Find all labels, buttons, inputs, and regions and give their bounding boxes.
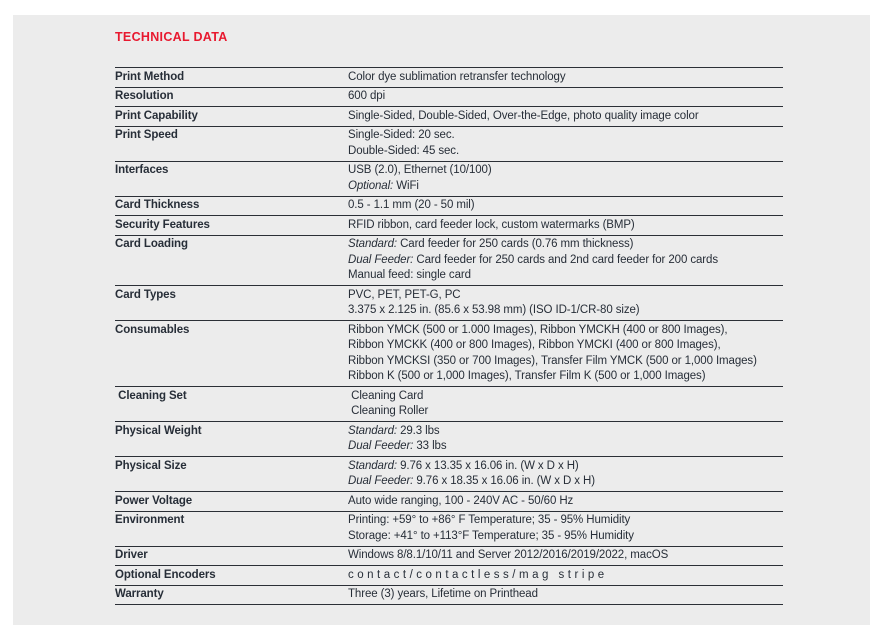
spec-value-segment: Single-Sided, Double-Sided, Over-the-Edge, photo quality image color	[348, 109, 699, 122]
spec-value	[348, 323, 783, 385]
spec-value-line	[348, 587, 783, 603]
table-row	[115, 547, 783, 567]
table-row	[115, 422, 783, 457]
table-row	[115, 127, 783, 162]
spec-value-line	[348, 439, 783, 455]
spec-value-segment: 0.5 - 1.1 mm (20 - 50 mil)	[348, 199, 475, 211]
table-row	[115, 162, 783, 197]
spec-value-line	[348, 548, 783, 564]
spec-label: Security Features	[115, 218, 210, 231]
table-row	[115, 107, 783, 127]
spec-value	[348, 494, 783, 510]
spec-label: Resolution	[115, 90, 174, 102]
table-row	[115, 457, 783, 492]
spec-label: Optional Encoders	[115, 568, 216, 581]
spec-value-line	[348, 144, 783, 160]
spec-value	[348, 513, 783, 544]
spec-value	[348, 128, 783, 159]
spec-value	[348, 389, 783, 420]
spec-value-line	[348, 474, 783, 490]
spec-value-segment: Dual Feeder:	[348, 475, 414, 487]
spec-value-line	[348, 369, 783, 385]
spec-label: Driver	[115, 549, 148, 561]
spec-value-segment: Ribbon K (500 or 1,000 Images), Transfer Film K (500 or 1,000 Images)	[348, 370, 706, 382]
spec-value-segment: Single-Sided: 20 sec.	[348, 129, 455, 141]
spec-value-line	[348, 389, 783, 405]
spec-label: Consumables	[115, 323, 190, 336]
spec-value-line	[348, 568, 783, 584]
table-row	[115, 236, 783, 287]
spec-value-segment: Storage: +41° to +113°F Temperature; 35 - 95% Humidity	[348, 529, 634, 542]
spec-value-line	[348, 303, 783, 319]
spec-label: Physical Size	[115, 459, 187, 472]
spec-value-segment: Standard:	[348, 459, 397, 472]
spec-value-segment: 9.76 x 18.35 x 16.06 in. (W x D x H)	[413, 475, 595, 487]
spec-value-segment: PVC, PET, PET-G, PC	[348, 288, 461, 301]
table-row	[115, 586, 783, 606]
spec-value-line	[348, 404, 783, 420]
spec-value-segment: Manual feed: single card	[348, 269, 471, 281]
spec-value-line	[348, 354, 783, 370]
spec-value-segment: Auto wide ranging, 100 - 240V AC - 50/60 Hz	[348, 494, 574, 507]
spec-value-segment: Dual Feeder:	[348, 440, 414, 452]
spec-value-segment: 3.375 x 2.125 in. (85.6 x 53.98 mm) (ISO ID-1/CR-80 size)	[348, 304, 640, 316]
spec-value	[348, 288, 783, 319]
spec-value-line	[348, 338, 783, 354]
spec-value	[348, 89, 783, 105]
spec-value-line	[348, 494, 783, 510]
spec-value-segment: Ribbon YMCKK (400 or 800 Images), Ribbon YMCKI (400 or 800 Images),	[348, 339, 721, 351]
table-row	[115, 566, 783, 586]
spec-value-segment: Printing: +59° to +86° F Temperature; 35 - 95% Humidity	[348, 514, 631, 526]
table-row	[115, 216, 783, 236]
spec-value-line	[348, 253, 783, 269]
spec-value-segment: 600 dpi	[348, 90, 386, 102]
spec-label: Environment	[115, 514, 185, 526]
spec-value-line	[348, 109, 783, 125]
spec-value	[348, 459, 783, 490]
table-row	[115, 321, 783, 387]
spec-value-line	[348, 89, 783, 105]
spec-value-line	[348, 198, 783, 214]
spec-value-segment: Ribbon YMCK (500 or 1.000 Images), Ribbon YMCKH (400 or 800 Images),	[348, 323, 728, 336]
spec-value-line	[348, 268, 783, 284]
spec-value-line	[348, 128, 783, 144]
spec-value	[348, 198, 783, 214]
table-row	[115, 387, 783, 422]
spec-value-line	[348, 424, 783, 440]
spec-value-line	[348, 70, 783, 86]
spec-value-segment: 33 lbs	[413, 440, 447, 452]
spec-label: Warranty	[115, 588, 164, 600]
spec-value-segment: 9.76 x 13.35 x 16.06 in. (W x D x H)	[396, 459, 579, 472]
spec-value-segment: Cleaning Roller	[348, 405, 429, 417]
table-row	[115, 512, 783, 547]
spec-value-segment: 29.3 lbs	[396, 424, 440, 437]
spec-value	[348, 163, 783, 194]
spec-value-segment: Double-Sided: 45 sec.	[348, 144, 460, 157]
spec-value-segment: Optional:	[348, 179, 394, 192]
spec-value	[348, 109, 783, 125]
spec-value	[348, 70, 783, 86]
table-row	[115, 88, 783, 108]
spec-label: Power Voltage	[115, 494, 193, 507]
spec-value-segment: Card feeder for 250 cards and 2nd card feeder for 200 cards	[413, 253, 718, 266]
spec-value-segment: RFID ribbon, card feeder lock, custom watermarks (BMP)	[348, 218, 635, 231]
spec-value-line	[348, 237, 783, 253]
table-row	[115, 492, 783, 512]
spec-table	[115, 67, 783, 605]
spec-value-line	[348, 529, 783, 545]
spec-value-segment: Three (3) years, Lifetime on Printhead	[348, 588, 538, 600]
spec-label: Cleaning Set	[115, 389, 187, 402]
spec-label: Print Capability	[115, 109, 198, 122]
spec-label: Card Loading	[115, 238, 188, 250]
spec-value	[348, 587, 783, 603]
spec-value-segment: Card feeder for 250 cards (0.76 mm thickness)	[396, 238, 634, 250]
table-row	[115, 286, 783, 321]
spec-value-segment: contact/contactless/mag stripe	[348, 568, 608, 581]
spec-value-segment: Color dye sublimation retransfer technology	[348, 70, 566, 83]
spec-value-segment: Standard:	[348, 424, 397, 437]
spec-value-segment: USB (2.0), Ethernet (10/100)	[348, 164, 492, 176]
content-panel	[13, 15, 870, 625]
spec-value-segment: WiFi	[393, 179, 419, 192]
spec-label: Interfaces	[115, 164, 169, 176]
spec-value	[348, 237, 783, 284]
table-row	[115, 197, 783, 217]
spec-value	[348, 568, 783, 584]
spec-label: Print Speed	[115, 129, 178, 141]
spec-value	[348, 424, 783, 455]
spec-value-line	[348, 218, 783, 234]
spec-label: Card Types	[115, 288, 176, 301]
spec-label: Physical Weight	[115, 424, 202, 437]
spec-value-segment: Cleaning Card	[348, 389, 424, 402]
spec-value	[348, 548, 783, 564]
spec-value-segment: Windows 8/8.1/10/11 and Server 2012/2016/2019/2022, macOS	[348, 549, 669, 561]
page-title: TECHNICAL DATA	[115, 30, 228, 44]
spec-value-line	[348, 179, 783, 195]
spec-label: Card Thickness	[115, 199, 200, 211]
spec-value-segment: Ribbon YMCKSI (350 or 700 Images), Transfer Film YMCK (500 or 1,000 Images)	[348, 354, 757, 367]
spec-label: Print Method	[115, 70, 185, 83]
spec-value-segment: Standard:	[348, 238, 397, 250]
spec-value-line	[348, 163, 783, 179]
spec-value-line	[348, 459, 783, 475]
spec-value-line	[348, 513, 783, 529]
spec-value	[348, 218, 783, 234]
table-row	[115, 68, 783, 88]
spec-value-line	[348, 288, 783, 304]
spec-value-segment: Dual Feeder:	[348, 253, 414, 266]
spec-value-line	[348, 323, 783, 339]
